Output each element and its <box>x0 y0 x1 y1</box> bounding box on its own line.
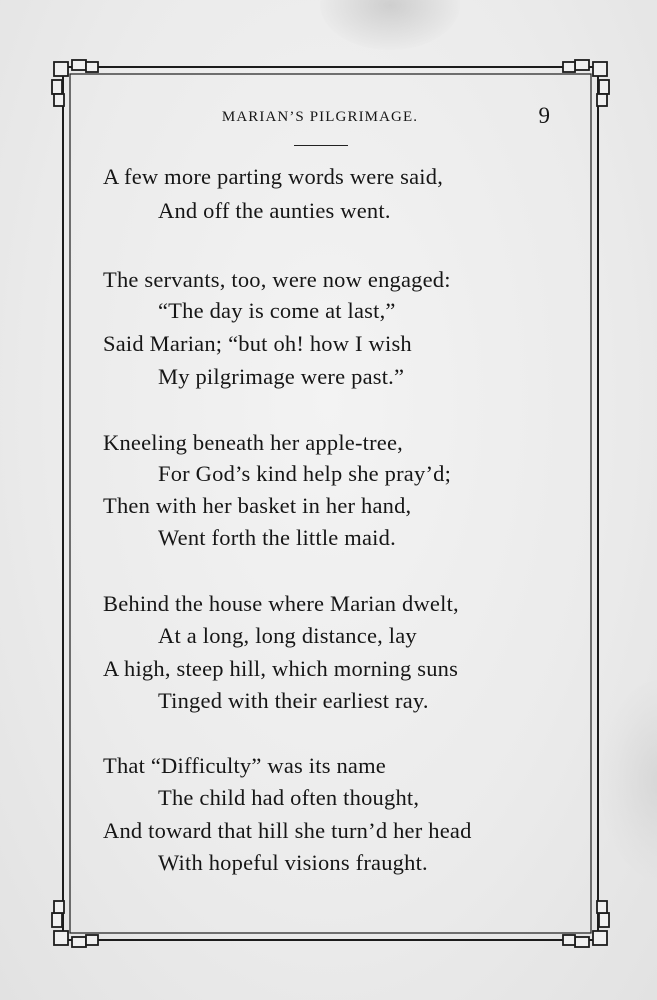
page-header <box>100 103 550 133</box>
corner-ornament-bottom-left <box>52 901 98 947</box>
poem-line: Then with her basket in her hand, <box>103 493 412 518</box>
poem-line: And off the aunties went. <box>158 198 391 223</box>
poem-line: For God’s kind help she pray’d; <box>158 461 452 486</box>
poem-line: At a long, long distance, lay <box>158 623 417 648</box>
poem-line: My pilgrimage were past.” <box>158 364 405 389</box>
running-title: MARIAN’S PILGRIMAGE. <box>221 109 419 125</box>
poem-line: A few more parting words were said, <box>103 164 444 189</box>
corner-ornament-top-right <box>563 60 609 106</box>
page-number: 9 <box>538 103 550 128</box>
poem-line: A high, steep hill, which morning suns <box>103 656 459 681</box>
poem-line: “The day is come at last,” <box>158 298 396 323</box>
corner-ornament-top-left <box>52 60 98 106</box>
poem-line: Behind the house where Marian dwelt, <box>103 591 459 616</box>
title-rule <box>294 145 348 146</box>
poem-line: And toward that hill she turn’d her head <box>103 818 472 843</box>
poem-line: With hopeful visions fraught. <box>158 850 428 875</box>
poem-line: Tinged with their earliest ray. <box>158 688 429 713</box>
corner-ornament-bottom-right <box>563 901 609 947</box>
poem-line: Said Marian; “but oh! how I wish <box>103 331 412 356</box>
poem-line: The servants, too, were now engaged: <box>103 267 451 292</box>
poem-line: Kneeling beneath her apple-tree, <box>103 430 403 455</box>
poem-line: Went forth the little maid. <box>158 525 396 550</box>
poem-line: The child had often thought, <box>158 785 420 810</box>
poem-line: That “Difficulty” was its name <box>103 753 386 778</box>
